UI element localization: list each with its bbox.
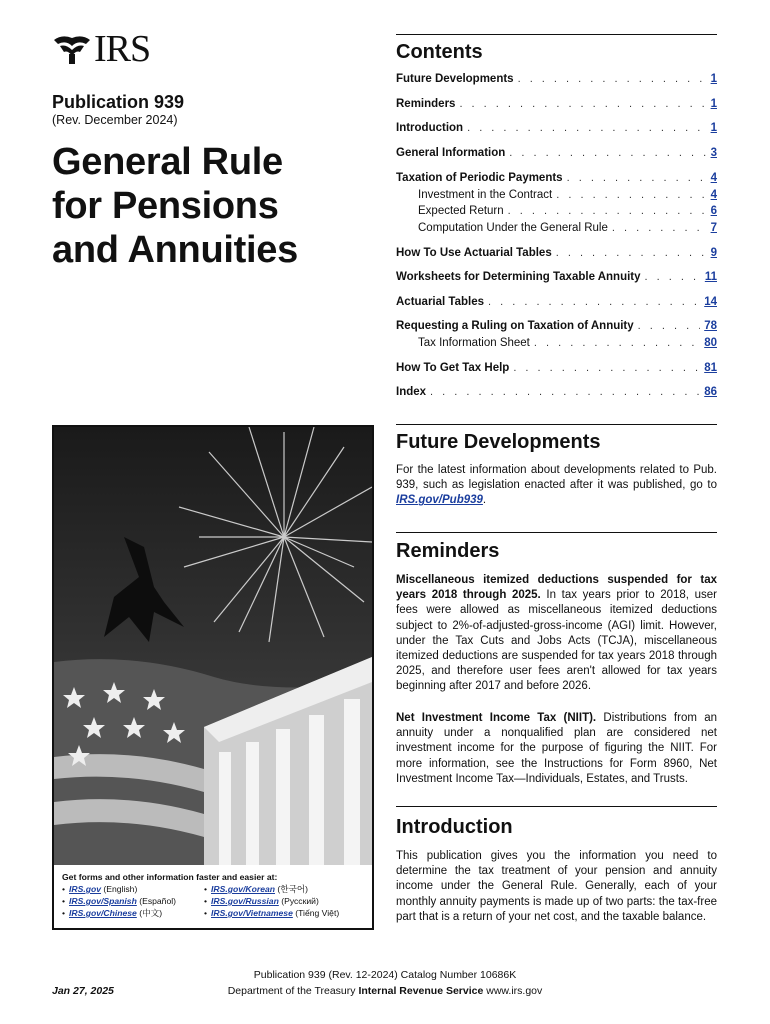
toc-label: General Information (396, 147, 506, 159)
irs-russian-link[interactable]: IRS.gov/Russian (211, 896, 279, 906)
introduction-text: This publication gives you the information you need to determine the tax treatment of your pension and annuity income under the General Rule. Generally, each of your monthly annuity payments is made up of two parts: the tax-free part that is a return of your net cost, and the taxable balance. (396, 850, 717, 923)
toc-subentry[interactable] (396, 205, 717, 217)
publication-title (52, 140, 372, 272)
contents-heading: Contents (396, 41, 483, 63)
reminder-paragraph-2 (396, 711, 717, 787)
toc-page-link[interactable]: 80 (704, 337, 717, 349)
title-line: and Annuities (52, 229, 298, 271)
toc-page-link[interactable]: 1 (710, 98, 717, 110)
footer-catalog-line: Publication 939 (Rev. 12-2024) Catalog Number 10686K (253, 969, 517, 981)
language-label: (Tiếng Việt) (295, 908, 340, 918)
eagle-logo-icon (52, 32, 92, 66)
irs-wordmark: IRS (94, 28, 151, 70)
future-developments-heading: Future Developments (396, 431, 601, 453)
toc-page-link[interactable]: 81 (704, 362, 717, 374)
list-item (204, 895, 364, 907)
toc-leader (509, 147, 706, 159)
toc-page-link[interactable]: 6 (710, 205, 717, 217)
irs-chinese-link[interactable]: IRS.gov/Chinese (69, 908, 137, 918)
reminder-paragraph-1 (396, 573, 717, 695)
cover-illustration (54, 427, 372, 867)
toc-label: How To Get Tax Help (396, 362, 510, 374)
toc-entry[interactable] (396, 73, 717, 85)
toc-label: Requesting a Ruling on Taxation of Annuity (396, 320, 634, 332)
toc-page-link[interactable]: 7 (710, 222, 717, 234)
toc-label: Index (396, 386, 427, 398)
toc-label: How To Use Actuarial Tables (396, 247, 552, 259)
reminder-1-text: In tax years prior to 2018, user fees were allowed as miscellaneous itemized deductions subject to 2%-of-adjusted-gross-income (AGI) limit. However, under the Tax Cuts and Jobs Acts (TCJA), miscellaneous itemized deductions are suspended for tax years 2018 through 2025, and therefore user fees aren't allowed for tax years beginning after 2017 and before 2026. (396, 589, 718, 693)
reminder-1-lead: Miscellaneous itemized deductions suspended for tax years 2018 through 2025. (396, 574, 717, 602)
toc-page-link[interactable]: 14 (704, 296, 717, 308)
toc-page-link[interactable]: 1 (710, 73, 717, 85)
title-line: General Rule (52, 141, 283, 183)
toc-leader (645, 271, 701, 283)
get-forms-column-2 (204, 883, 364, 919)
toc-label: Expected Return (418, 205, 504, 217)
divider (396, 806, 717, 807)
toc-leader (534, 337, 700, 349)
toc-entry[interactable] (396, 122, 717, 134)
publication-revision: (Rev. December 2024) (52, 113, 178, 127)
fd-text: For the latest information about developments related to Pub. 939, such as legislation enacted after it was published, go to (396, 464, 717, 492)
language-label: (Русский) (281, 896, 319, 906)
publication-number: Publication 939 (52, 92, 185, 112)
irs-spanish-link[interactable]: IRS.gov/Spanish (69, 896, 137, 906)
title-line: for Pensions (52, 185, 279, 227)
toc-leader (638, 320, 701, 332)
toc-page-link[interactable]: 3 (710, 147, 717, 159)
toc-entry[interactable] (396, 386, 717, 398)
irs-logo (52, 28, 151, 70)
toc-entry[interactable] (396, 247, 717, 259)
language-label: (Español) (139, 896, 176, 906)
get-forms-heading: Get forms and other information faster and easier at: (62, 872, 278, 882)
toc-page-link[interactable]: 4 (710, 172, 717, 184)
toc-entry[interactable] (396, 296, 717, 308)
toc-leader (467, 122, 707, 134)
reminders-heading: Reminders (396, 540, 500, 562)
toc-leader (556, 247, 707, 259)
toc-leader (513, 362, 700, 374)
irs-vietnamese-link[interactable]: IRS.gov/Vietnamese (211, 908, 293, 918)
language-label: (한국어) (277, 884, 309, 894)
reminder-2-text: Distributions from an annuity under a nonqualified plan are considered net investment income for the purpose of figuring the NIIT. For more information, see the Instructions for Form 8960, Net Investment Income Tax—Individuals, Estates, and Trusts. (396, 712, 717, 785)
get-forms-panel (54, 865, 372, 928)
toc-leader (508, 205, 707, 217)
toc-subentry[interactable] (396, 337, 717, 349)
toc-label: Reminders (396, 98, 456, 110)
irs-korean-link[interactable]: IRS.gov/Korean (211, 884, 276, 894)
toc-label: Actuarial Tables (396, 296, 484, 308)
footer-date: Jan 27, 2025 (52, 985, 114, 997)
cover-image-box (52, 425, 374, 930)
toc-leader (556, 189, 706, 201)
toc-leader (430, 386, 700, 398)
toc-leader (567, 172, 707, 184)
toc-page-link[interactable]: 9 (710, 247, 717, 259)
list-item (204, 907, 364, 919)
toc-label: Tax Information Sheet (418, 337, 530, 349)
toc-label: Introduction (396, 122, 464, 134)
toc-entry[interactable] (396, 98, 717, 110)
language-label: (English) (103, 884, 138, 894)
introduction-heading: Introduction (396, 816, 513, 838)
toc-page-link[interactable]: 1 (710, 122, 717, 134)
list-item (62, 883, 204, 895)
list-item (62, 907, 204, 919)
toc-label: Future Developments (396, 73, 514, 85)
get-forms-column-1 (62, 883, 204, 919)
irs-gov-link[interactable]: IRS.gov (69, 884, 102, 894)
toc-leader (488, 296, 700, 308)
fd-text-end: . (482, 494, 487, 507)
toc-leader (518, 73, 707, 85)
toc-page-link[interactable]: 4 (710, 189, 717, 201)
divider (396, 424, 717, 425)
reminder-2-lead: Net Investment Income Tax (NIIT). (396, 712, 597, 724)
footer-irs: Internal Revenue Service (358, 985, 484, 997)
toc-leader (612, 222, 707, 234)
toc-label: Computation Under the General Rule (418, 222, 608, 234)
future-developments-text (396, 463, 717, 509)
toc-entry[interactable] (396, 172, 717, 184)
toc-label: Investment in the Contract (418, 189, 553, 201)
toc-entry[interactable] (396, 362, 717, 374)
toc-subentry[interactable] (396, 189, 717, 201)
footer-website: www.irs.gov (483, 985, 543, 997)
toc-subentry[interactable] (396, 222, 717, 234)
toc-page-link[interactable]: 86 (704, 386, 717, 398)
toc-leader (459, 98, 706, 110)
toc-entry[interactable] (396, 320, 717, 332)
divider (396, 532, 717, 533)
toc-page-link[interactable]: 11 (704, 271, 717, 283)
footer-department: Department of the Treasury (227, 985, 359, 997)
toc-label: Taxation of Periodic Payments (396, 172, 563, 184)
footer-agency-line (180, 985, 590, 997)
toc-entry[interactable] (396, 271, 717, 283)
list-item (204, 883, 364, 895)
toc-entry[interactable] (396, 147, 717, 159)
pub939-link[interactable]: IRS.gov/Pub939 (396, 494, 483, 507)
list-item (62, 895, 204, 907)
language-label: (中文) (139, 908, 163, 918)
divider (396, 34, 717, 35)
toc-page-link[interactable]: 78 (704, 320, 717, 332)
toc-label: Worksheets for Determining Taxable Annuity (396, 271, 641, 283)
